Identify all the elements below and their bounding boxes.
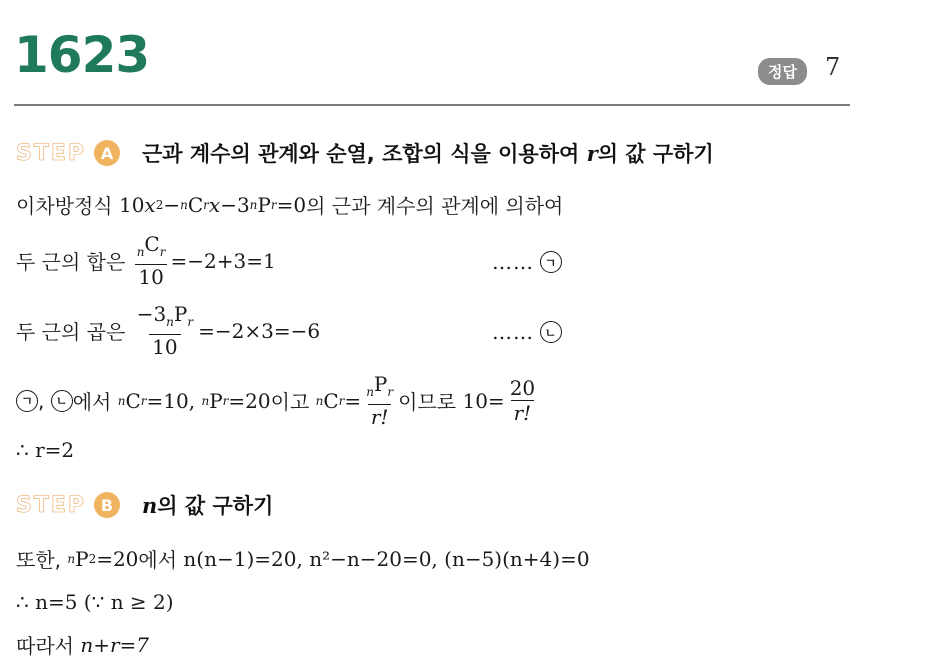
- answer-value: 7: [825, 53, 841, 81]
- line-r-result: ∴ r=2: [16, 438, 75, 462]
- fraction: $\frac{-3_nP_r}{10}$: [136, 302, 194, 359]
- line-n-result: ∴ n=5 (∵ n ≥ 2): [16, 590, 174, 614]
- problem-number: 1623: [14, 26, 150, 84]
- step-label: STEP: [16, 140, 87, 166]
- line-sum: 두 근의 합은 $\frac{_nC_r}{10}$ =−2+3=1: [16, 232, 276, 289]
- step-b-title: n의 값 구하기: [142, 493, 274, 518]
- circled-mark-2: ㄴ: [540, 321, 562, 343]
- step-label: STEP: [16, 492, 87, 518]
- line-n-equation: 또한, n P 2 =20 에서 n(n−1)=20, n²−n−20=0, (n−5)(n+4)=0: [16, 546, 590, 572]
- fraction: $\frac{_nP_r}{r!}$: [366, 372, 394, 429]
- line-combine: ㄱ , ㄴ 에서 n C r =10, n P r =20 이고 n C r = $\frac{_nP_r}{r!}$ 이므로 10= $\frac{20}{r!}$: [16, 372, 540, 429]
- header-divider: [14, 104, 850, 106]
- step-a-header: [16, 136, 714, 170]
- line-equation: 이차방정식 10 x 2 − n C r x −3 n P r =0 의 근과 계수의 관계에 의하여: [16, 192, 564, 218]
- dots-1: …… ㄱ: [492, 250, 562, 274]
- answer-badge: 정답: [758, 58, 807, 85]
- line-final: 따라서 n+r=7: [16, 632, 150, 658]
- step-b-header: [16, 488, 273, 522]
- fraction: $\frac{_nC_r}{10}$: [136, 232, 166, 289]
- step-a-badge: A: [94, 140, 120, 166]
- line-product: 두 근의 곱은 $\frac{-3_nP_r}{10}$ =−2×3=−6: [16, 302, 321, 359]
- circled-mark-1: ㄱ: [540, 251, 562, 273]
- fraction: $\frac{20}{r!}$: [509, 376, 536, 425]
- step-a-title: 근과 계수의 관계와 순열, 조합의 식을 이용하여 r의 값 구하기: [142, 141, 714, 166]
- step-b-badge: B: [94, 492, 120, 518]
- dots-2: …… ㄴ: [492, 320, 562, 344]
